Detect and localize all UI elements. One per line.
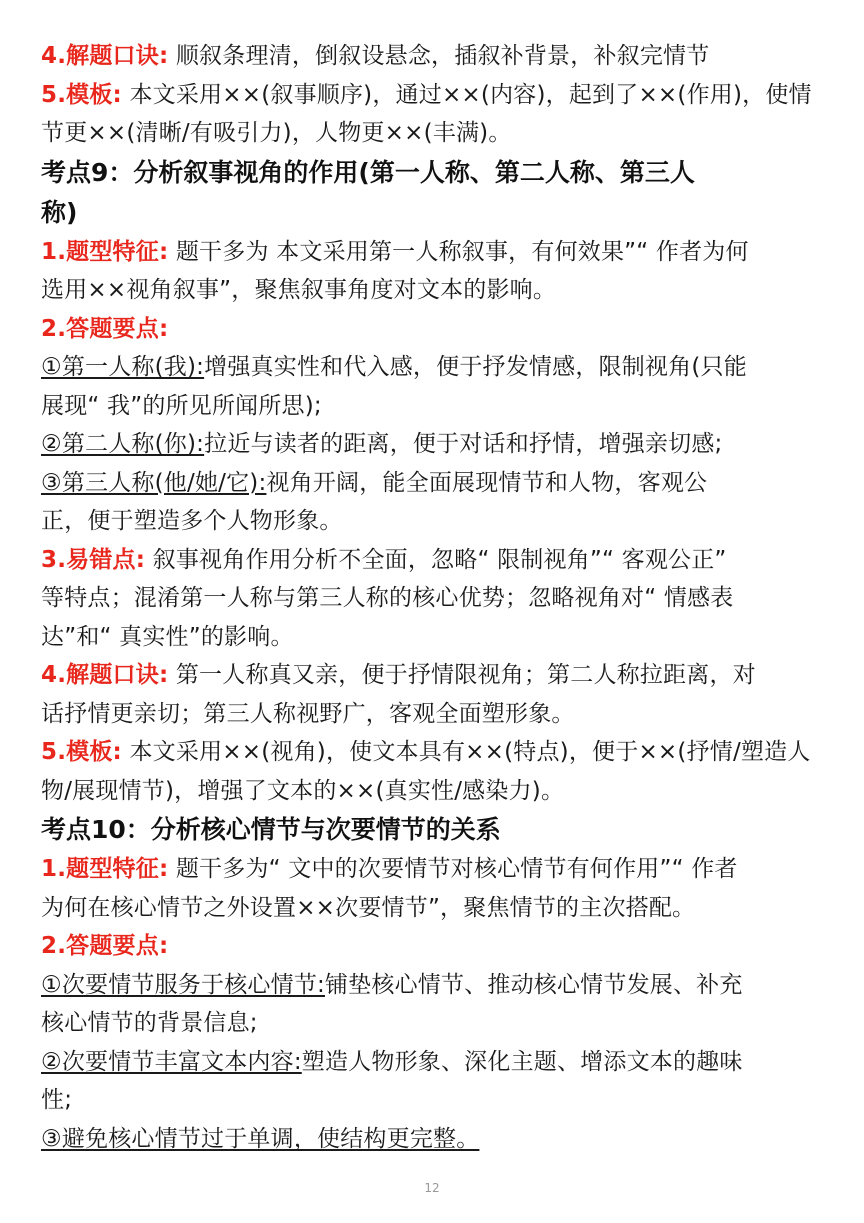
answer-points-label: 2.答题要点: (41, 933, 169, 959)
question-feature-text: 题干多为 本文采用第一人称叙事，有何效果”“ 作者为何 (175, 238, 749, 265)
answer-item-cont: 正，便于塑造多个人物形象。 (41, 508, 343, 534)
answer-item-label: ②次要情节丰富文本内容: (41, 1048, 302, 1075)
page-number: 12 (424, 1181, 440, 1195)
section-heading: 考点10：分析核心情节与次要情节的关系 (41, 815, 501, 844)
tip-line (41, 656, 825, 695)
pitfall-cont: 等特点；混淆第一人称与第三人称的核心优势；忽略视角对“ 情感表 (41, 585, 734, 611)
template-text: 本文采用××(叙事顺序)，通过××(内容)，起到了××(作用)，使情 (129, 81, 812, 108)
pitfall-label: 3.易错点: (41, 546, 146, 573)
template-cont: 物/展现情节)，增强了文本的××(真实性/感染力)。 (41, 777, 565, 804)
answer-item (41, 1043, 825, 1082)
pitfall-cont: 达”和“ 真实性”的影响。 (41, 623, 294, 650)
answer-item-text: 视角开阔，能全面展现情节和人物，客观公 (266, 469, 708, 496)
template-text: 本文采用××(视角)，使文本具有××(特点)，便于××(抒情/塑造人 (129, 739, 811, 765)
answer-item (41, 464, 825, 503)
answer-item-cont: 展现“ 我”的所见所闻所思); (41, 392, 322, 419)
template-label: 5.模板: (41, 739, 122, 765)
answer-item-text: 铺垫核心情节、推动核心情节发展、补充 (324, 971, 743, 998)
template-line-cont: 节更××(清晰/有吸引力)，人物更××(丰满)。 (41, 120, 512, 146)
question-feature-text: 题干多为“ 文中的次要情节对核心情节有何作用”“ 作者 (175, 856, 738, 882)
tip-text: 顺叙条理清，倒叙设悬念，插叙补背景，补叙完情节 (175, 43, 710, 69)
tip-line (41, 37, 825, 76)
section-heading: 考点9：分析叙事视角的作用(第一人称、第二人称、第三人 (41, 157, 695, 187)
answer-item-label: ①次要情节服务于核心情节: (41, 971, 325, 998)
question-feature-label: 1.题型特征: (41, 856, 169, 882)
tip-cont: 话抒情更亲切；第三人称视野广，客观全面塑形象。 (41, 700, 575, 727)
answer-item-text: ③避免核心情节过于单调，使结构更完整。 (41, 1125, 480, 1152)
answer-points-line (41, 310, 825, 349)
question-feature-line (41, 233, 825, 272)
answer-item-text: 塑造人物形象、深化主题、增添文本的趣味 (301, 1048, 743, 1075)
pitfall-text: 叙事视角作用分析不全面，忽略“ 限制视角”“ 客观公正” (152, 546, 727, 573)
answer-item-text: 增强真实性和代入感，便于抒发情感，限制视角(只能 (204, 354, 747, 380)
pitfall-line (41, 541, 825, 580)
section-heading-cont: 称) (41, 197, 78, 227)
document-page (41, 37, 825, 1158)
tip-text: 第一人称真又亲，便于抒情限视角；第二人称拉距离，对 (175, 662, 756, 688)
question-feature-line (41, 850, 825, 889)
answer-points-label: 2.答题要点: (41, 315, 169, 342)
answer-item-cont: 性; (41, 1087, 73, 1113)
question-feature-label: 1.题型特征: (41, 238, 169, 265)
answer-item-label: ①第一人称(我): (41, 354, 205, 380)
answer-item-cont: 核心情节的背景信息; (41, 1010, 258, 1036)
template-line (41, 733, 825, 772)
question-feature-cont: 为何在核心情节之外设置××次要情节”，聚焦情节的主次搭配。 (41, 894, 696, 921)
answer-item-label: ②第二人称(你): (41, 431, 205, 457)
tip-label: 4.解题口诀: (41, 662, 169, 688)
answer-item (41, 348, 825, 387)
answer-item-text: 拉近与读者的距离，便于对话和抒情，增强亲切感; (204, 431, 723, 457)
answer-points-line (41, 927, 825, 966)
answer-item (41, 966, 825, 1005)
tip-label: 4.解题口诀: (41, 43, 169, 69)
question-feature-cont: 选用××视角叙事”，聚焦叙事角度对文本的影响。 (41, 277, 557, 303)
answer-item (41, 1120, 825, 1159)
template-label: 5.模板: (41, 81, 122, 108)
answer-item-label: ③第三人称(他/她/它): (41, 469, 267, 496)
template-line (41, 76, 825, 115)
answer-item (41, 425, 825, 464)
